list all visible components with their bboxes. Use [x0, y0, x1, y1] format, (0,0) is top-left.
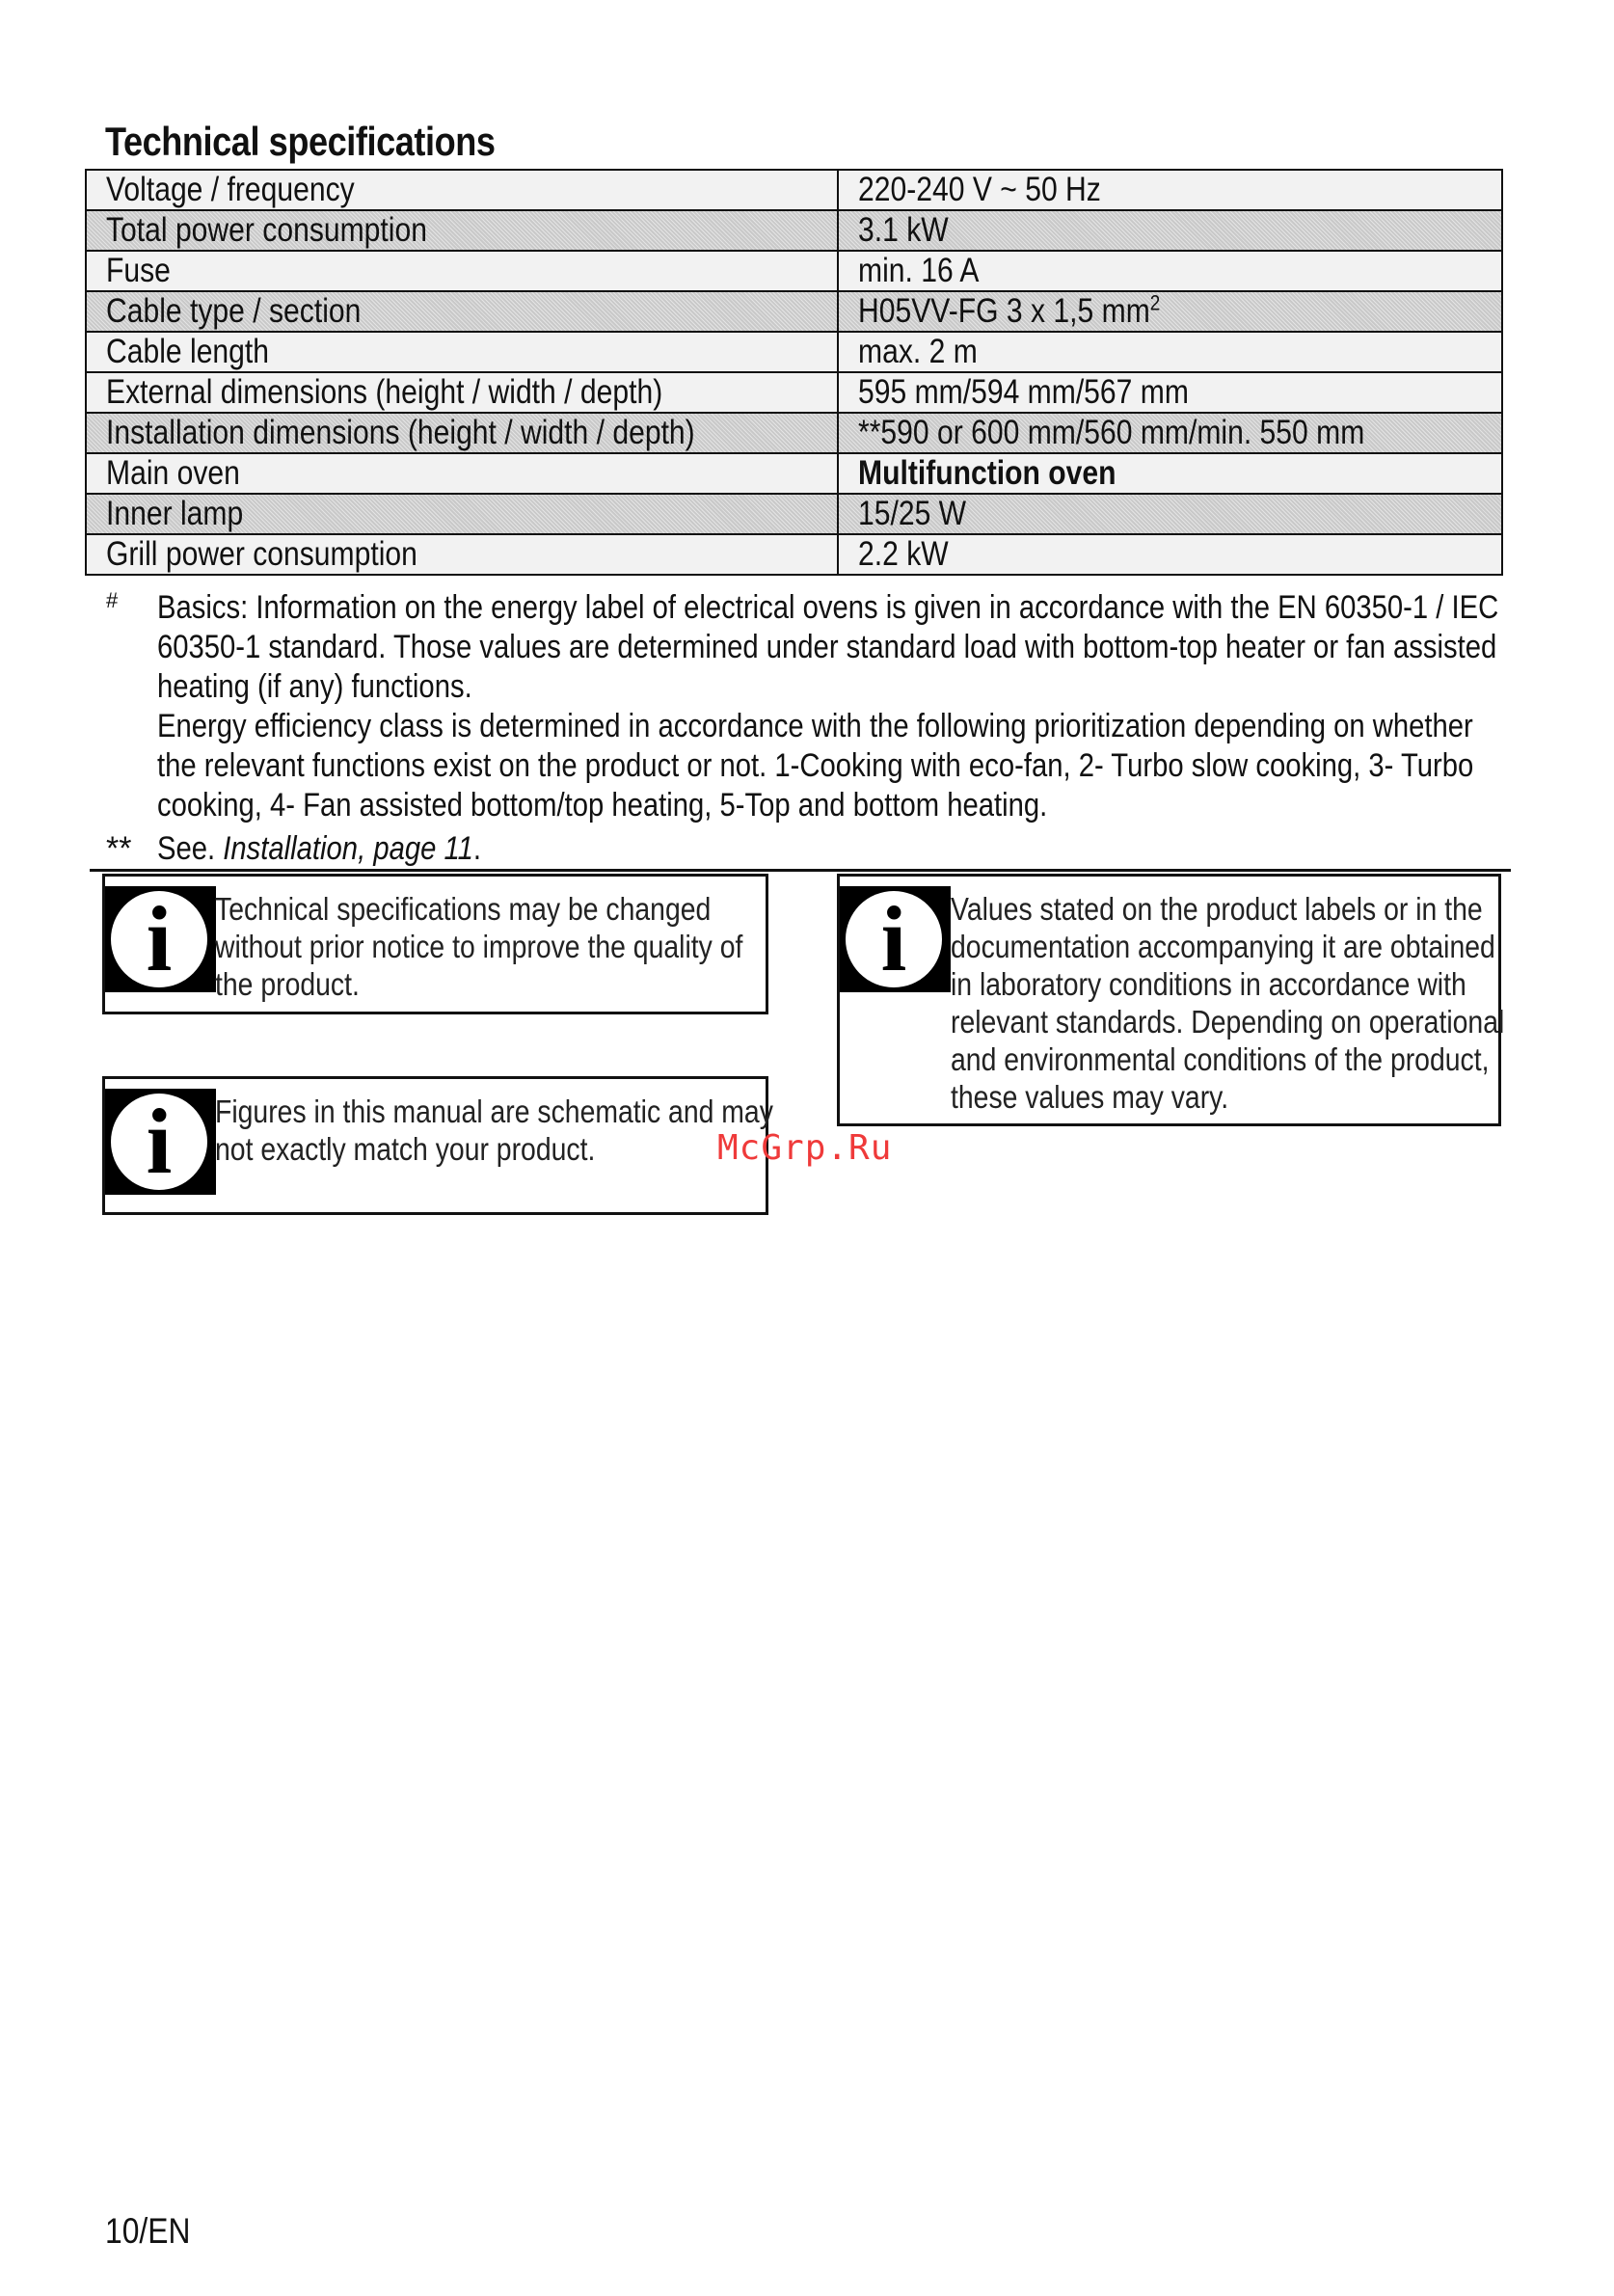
info-box-values	[837, 874, 1505, 1126]
spec-row	[86, 332, 1502, 372]
info-icon: i	[105, 886, 216, 992]
see-reference-link[interactable]: Installation, page 11	[223, 830, 473, 867]
spec-value: 2.2 kW	[838, 534, 1502, 575]
spec-row	[86, 291, 1502, 332]
spec-label: Inner lamp	[86, 494, 838, 534]
spec-label: Total power consumption	[86, 210, 838, 251]
spec-row	[86, 210, 1502, 251]
footnote-line: Basics: Information on the energy label of electrical ovens is given in accordance with the EN 60350-1 / IEC	[157, 589, 1499, 626]
spec-row	[86, 170, 1502, 210]
page-title: Technical specifications	[105, 119, 496, 164]
footnote-line: 60350-1 standard. Those values are determined under standard load with bottom-top heater or fan assisted	[157, 629, 1497, 665]
spec-table	[85, 169, 1503, 576]
info-icon: i	[840, 886, 951, 992]
footnote-basics-text	[157, 588, 1565, 825]
info-text: Technical specifications may be changed without prior notice to improve the quality of the product.	[215, 891, 743, 1002]
info-icon: i	[105, 1089, 216, 1195]
spec-row	[86, 453, 1502, 494]
footnote-star-marker: **	[106, 830, 132, 867]
spec-row	[86, 534, 1502, 575]
spec-value: min. 16 A	[838, 251, 1502, 291]
info-text: Figures in this manual are schematic and may not exactly match your product.	[215, 1094, 773, 1167]
info-text: Values stated on the product labels or in the documentation accompanying it are obtained in laboratory conditions in accordance with relevant standards. Depending on operational and environmental conditions of the product, these values may vary.	[951, 891, 1505, 1115]
spec-label: Cable length	[86, 332, 838, 372]
spec-label: Grill power consumption	[86, 534, 838, 575]
page-number: 10/EN	[105, 2211, 191, 2251]
section-divider	[90, 869, 1511, 872]
spec-value: H05VV-FG 3 x 1,5 $mm^2$	[838, 291, 1502, 332]
footnote-line: the relevant functions exist on the product or not. 1-Cooking with eco-fan, 2- Turbo slow cooking, 3- Turbo	[157, 747, 1474, 784]
info-box-figures	[102, 1076, 773, 1215]
see-prefix: See.	[157, 830, 224, 867]
spec-row	[86, 413, 1502, 453]
spec-label: Fuse	[86, 251, 838, 291]
footnote-hash-marker: #	[106, 588, 119, 612]
spec-label: Cable type / section	[86, 291, 838, 332]
spec-row	[86, 251, 1502, 291]
spec-value: Multifunction oven	[838, 453, 1502, 494]
spec-label: Voltage / frequency	[86, 170, 838, 210]
spec-label: External dimensions (height / width / depth)	[86, 372, 838, 413]
spec-value: 3.1 kW	[838, 210, 1502, 251]
spec-row	[86, 494, 1502, 534]
spec-value: 595 mm/594 mm/567 mm	[838, 372, 1502, 413]
spec-row	[86, 372, 1502, 413]
spec-value: max. 2 m	[838, 332, 1502, 372]
footnote-line: heating (if any) functions.	[157, 668, 472, 705]
info-box-spec-change	[102, 874, 768, 1014]
footnote-line: cooking, 4- Fan assisted bottom/top heating, 5-Top and bottom heating.	[157, 787, 1048, 824]
footnote-line: Energy efficiency class is determined in accordance with the following prioritization depending on whether	[157, 708, 1473, 744]
spec-value: 220-240 V ~ 50 Hz	[838, 170, 1502, 210]
watermark: McGrp.Ru	[717, 1128, 893, 1168]
spec-label: Installation dimensions (height / width / depth)	[86, 413, 838, 453]
spec-value: **590 or 600 mm/560 mm/min. 550 mm	[838, 413, 1502, 453]
spec-value: 15/25 W	[838, 494, 1502, 534]
spec-label: Main oven	[86, 453, 838, 494]
